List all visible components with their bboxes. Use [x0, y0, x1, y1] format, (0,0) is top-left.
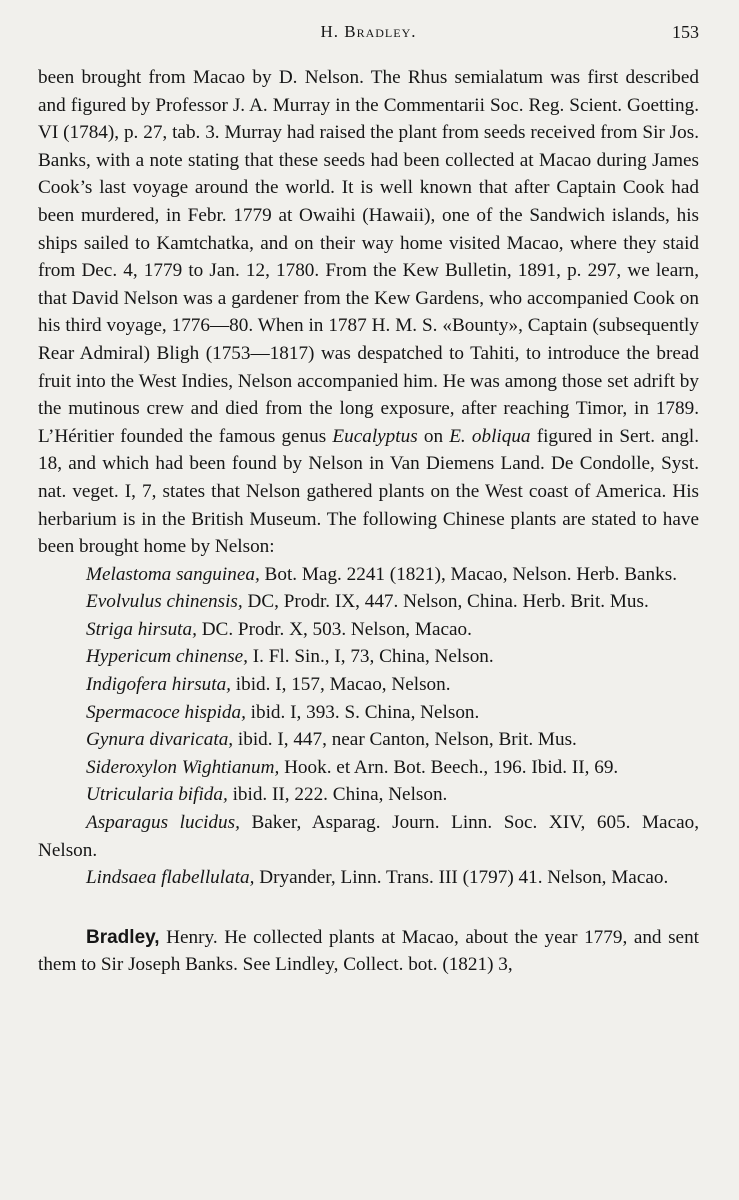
- plant-entry: [38, 809, 699, 864]
- plant-entry: [38, 643, 699, 671]
- plant-reference: Bot. Mag. 2241 (1821), Macao, Nelson. Herb. Banks.: [264, 563, 678, 585]
- entry-name-bradley: Bradley,: [86, 926, 160, 948]
- plant-entry: [38, 699, 699, 727]
- plant-entry: [38, 864, 699, 892]
- plant-name: Gynura divaricata,: [86, 729, 234, 751]
- intro-paragraph: [38, 64, 699, 561]
- plant-name: Melastoma sanguinea,: [86, 563, 260, 585]
- page-body: [38, 64, 699, 979]
- plant-entry: [38, 588, 699, 616]
- plant-entry: [38, 616, 699, 644]
- intro-text: been brought from Macao by D. Nelson. The Rhus semialatum was first described and figured by Professor J. A. Murray in the Commentarii Soc. Reg. Scient. Goetting. VI (1784), p. 27, tab. 3. Murray had raised the plant from seeds received from Sir Jos. Banks, with a note stating that these seeds had been collected at Macao during James Cook’s last voyage around the world. It is well known that after Captain Cook had been murdered, in Febr. 1779 at Owaihi (Hawaii), one of the Sandwich islands, his ships sailed to Kamtchatka, and on their way home visited Macao, where they staid from Dec. 4, 1779 to Jan. 12, 1780. From the Kew Bulletin, 1891, p. 297, we learn, that David Nelson was a gardener from the Kew Gardens, who accompanied Cook on his third voyage, 1776—80. When in 1787 H. M. S. «Bounty», Captain (subsequently Rear Admiral) Bligh (1753—1817) was despatched to Tahiti, to introduce the bread fruit into the West Indies, Nelson accompanied him. He was among those set adrift by the mutinous crew and died from the long exposure, after reaching Timor, in 1789. L’Héritier founded the famous genus: [38, 67, 699, 447]
- plant-reference: Hook. et Arn. Bot. Beech., 196. Ibid. II, 69.: [284, 756, 619, 778]
- plant-entry: [38, 671, 699, 699]
- plant-name: Indigofera hirsuta,: [86, 674, 231, 696]
- plant-name: Lindsaea flabellulata,: [86, 867, 255, 889]
- plant-reference: Dryander, Linn. Trans. III (1797) 41. Nelson, Macao.: [259, 867, 669, 889]
- plant-reference: Baker, Asparag. Journ. Linn. Soc. XIV, 605. Macao, Nelson.: [38, 812, 699, 861]
- page-number: 153: [672, 22, 699, 42]
- plant-name: Hypericum chinense,: [86, 646, 248, 668]
- intro-on: on: [423, 425, 444, 447]
- plant-name: Utricularia bifida,: [86, 784, 228, 806]
- plant-entry: [38, 754, 699, 782]
- plant-reference: ibid. I, 157, Macao, Nelson.: [235, 674, 451, 696]
- plant-reference: ibid. II, 222. China, Nelson.: [232, 784, 448, 806]
- bradley-text: Henry. He collected plants at Macao, about the year 1779, and sent them to Sir Joseph Banks. See Lindley, Collect. bot. (1821) 3,: [38, 926, 699, 976]
- page-header: [38, 22, 699, 48]
- bradley-entry: [38, 924, 699, 979]
- plant-entry: [38, 561, 699, 589]
- intro-end: figured in Sert. angl. 18, and which had been found by Nelson in Van Diemens Land. De Condolle, Syst. nat. veget. I, 7, states that Nelson gathered plants on the West coast of America. His herbarium is in the British Museum. The following Chinese plants are stated to have been brought home by Nelson:: [38, 425, 700, 558]
- plant-name: Striga hirsuta,: [86, 618, 197, 640]
- plant-name: Asparagus lucidus,: [86, 812, 240, 834]
- plant-name: Sideroxylon Wightianum,: [86, 756, 280, 778]
- plant-name: Evolvulus chinensis,: [86, 591, 243, 613]
- plant-name: Spermacoce hispida,: [86, 701, 246, 723]
- plant-reference: ibid. I, 447, near Canton, Nelson, Brit. Mus.: [237, 729, 577, 751]
- genus-eucalyptus: Eucalyptus: [332, 425, 418, 447]
- plant-reference: I. Fl. Sin., I, 73, China, Nelson.: [252, 646, 494, 668]
- species-e-obliqua: E. obliqua: [449, 425, 531, 447]
- plant-reference: DC, Prodr. IX, 447. Nelson, China. Herb. Brit. Mus.: [247, 591, 649, 613]
- running-head: H. Bradley.: [320, 22, 417, 41]
- plant-reference: DC. Prodr. X, 503. Nelson, Macao.: [201, 618, 472, 640]
- plant-reference: ibid. I, 393. S. China, Nelson.: [250, 701, 480, 723]
- plant-entry: [38, 726, 699, 754]
- plant-entry: [38, 781, 699, 809]
